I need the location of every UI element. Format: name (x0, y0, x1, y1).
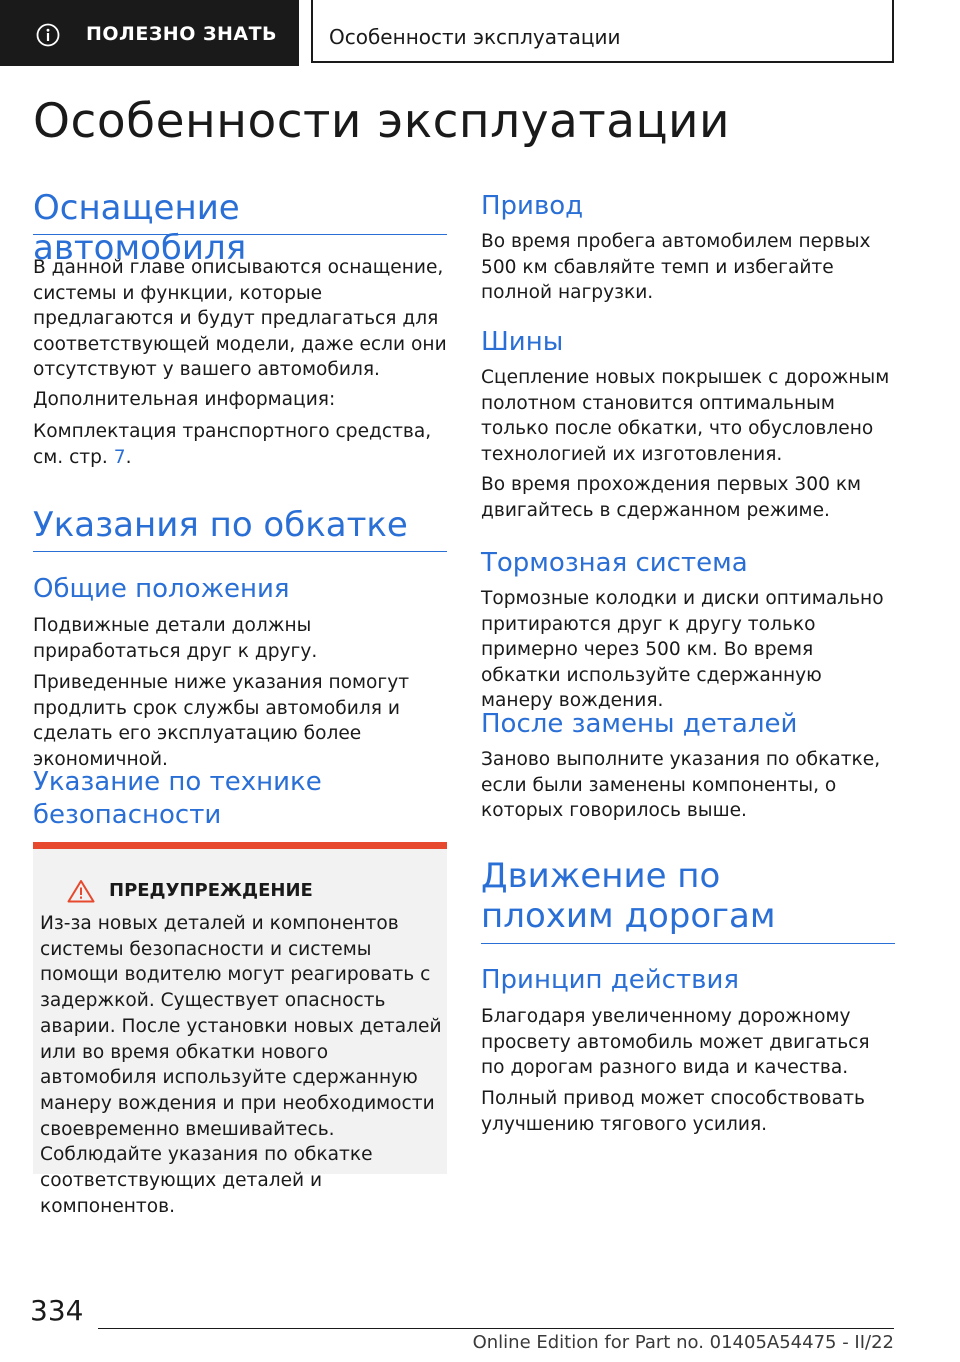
replacement-paragraph: Заново выполните указания по обкатке, если были заменены компоненты, о которых говорилось выше. (481, 749, 881, 821)
heading-general: Общие положения (33, 574, 290, 604)
principle-paragraph-1: Благодаря увеличенному дорожному просвету автомобиль может двигаться по дорогам разного вида и качества. (481, 1006, 870, 1078)
warning-label: ПРЕДУПРЕЖДЕНИЕ (109, 880, 313, 901)
tires-paragraph-1: Сцепление новых покрышек с дорожным полотном становится оптимальным только после обкатки, что обусловлено технологией их изготовления. (481, 367, 890, 465)
equipment-paragraph-2: Дополнительная информация: (33, 389, 336, 410)
heading-drive: Привод (481, 191, 584, 221)
page-link[interactable]: 7 (113, 446, 126, 468)
equipment-paragraph-1: В данной главе описываются оснащение, системы и функции, которые предлагаются и будут предлагаться для соответствующей модели, даже если они отсутствуют у вашего автомобиля. (33, 257, 447, 380)
tires-paragraph-2: Во время прохождения первых 300 км двигайтесь в сдержанном режиме. (481, 474, 862, 521)
footer-edition: Online Edition for Part no. 01405A54475 - II/22 (472, 1332, 894, 1353)
section-tab-label: ПОЛЕЗНО ЗНАТЬ (86, 23, 278, 45)
chapter-tab-label: Особенности эксплуатации (329, 25, 621, 49)
equipment-paragraph-3-text: Комплектация транспортного средства, см. стр. (33, 421, 432, 468)
general-paragraph-1: Подвижные детали должны приработаться друг к другу. (33, 615, 318, 662)
drive-paragraph: Во время пробега автомобилем первых 500 км сбавляйте темп и избегайте полной нагрузки. (481, 231, 871, 303)
heading-brakes: Тормозная система (481, 548, 748, 578)
heading-principle: Принцип действия (481, 965, 739, 995)
info-circle-icon (36, 23, 60, 47)
warning-text: Из-за новых деталей и компонентов системы безопасности и системы помощи водителю могут реагировать с задержкой. Существует опасность аварии. После установки новых деталей или во время обкатки нового автомобиля используйте сдержанную манеру вождения и при необходимости своевременно вмешивайтесь. Соблюдайте указания по обкатке соответствующих деталей и компонентов. (40, 913, 442, 1217)
chapter-tab (311, 0, 894, 63)
principle-paragraph-2: Полный привод может способствовать улучшению тягового усилия. (481, 1088, 865, 1135)
heading-replacement: После замены деталей (481, 709, 798, 739)
equipment-paragraph-3-end: . (125, 446, 132, 468)
footer-divider (98, 1328, 894, 1329)
heading-tires: Шины (481, 327, 564, 357)
brakes-paragraph: Тормозные колодки и диски оптимально притираются друг к другу только примерно через 500 км. Во время обкатки используйте сдержанную манеру вождения. (481, 588, 884, 711)
heading-equipment: Оснащение автомобиля (33, 188, 447, 235)
heading-rough-roads: Движение по плохим дорогам (481, 856, 811, 944)
warning-triangle-icon (67, 879, 95, 903)
section-tab (0, 0, 299, 66)
equipment-paragraph-3 (33, 419, 447, 470)
page-title: Особенности эксплуатации (33, 94, 731, 149)
warning-box (33, 842, 447, 1217)
header-bar (0, 0, 960, 66)
heading-breakin: Указания по обкатке (33, 505, 447, 552)
heading-safety: Указание по технике безопасности (33, 767, 322, 830)
page-number: 334 (30, 1294, 84, 1327)
general-paragraph-2: Приведенные ниже указания помогут продлить срок службы автомобиля и сделать его эксплуатацию более экономичной. (33, 672, 410, 770)
